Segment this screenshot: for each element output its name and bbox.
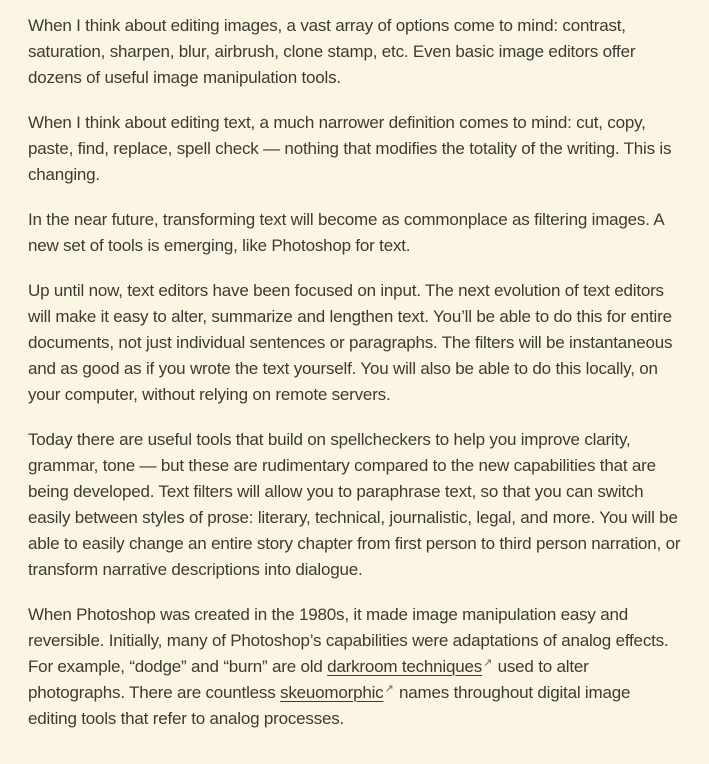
- inline-link-darkroom-techniques[interactable]: darkroom techniques: [327, 657, 483, 676]
- paragraph: [28, 207, 683, 259]
- text-run: When I think about editing images, a vast array of options come to mind: contrast, saturation, sharpen, blur, airbrush, clone stamp, etc. Even basic image editors offer dozens of useful image manipulation tools.: [28, 16, 636, 87]
- paragraph: [28, 278, 683, 408]
- text-run: In the near future, transforming text will become as commonplace as filtering images. A new set of tools is emerging, like Photoshop for text.: [28, 210, 664, 255]
- external-link-arrow-icon: ↗: [483, 657, 493, 669]
- paragraph: [28, 110, 683, 188]
- text-run: When I think about editing text, a much narrower definition comes to mind: cut, copy, paste, find, replace, spell check — nothing that modifies the totality of the writing. This is changing.: [28, 113, 672, 184]
- paragraph: [28, 427, 683, 583]
- inline-link-skeuomorphic[interactable]: skeuomorphic: [280, 683, 384, 702]
- external-link-arrow-icon: ↗: [384, 683, 394, 695]
- paragraph: [28, 602, 683, 732]
- text-run: names throughout digital image editing tools that refer to analog processes.: [28, 683, 631, 728]
- text-run: Up until now, text editors have been focused on input. The next evolution of text editors will make it easy to alter, summarize and lengthen text. You’ll be able to do this for entire documents, not just individual sentences or paragraphs. The filters will be instantaneous and as good as if you wrote the text yourself. You will also be able to do this locally, on your computer, without relying on remote servers.: [28, 281, 673, 404]
- text-run: When Photoshop was created in the 1980s, it made image manipulation easy and reversible. Initially, many of Photoshop’s capabilities were adaptations of analog effects. For example, “dodge” and “burn” are old: [28, 605, 669, 676]
- text-run: Today there are useful tools that build on spellcheckers to help you improve clarity, grammar, tone — but these are rudimentary compared to the new capabilities that are being developed. Text filters will allow you to paraphrase text, so that you can switch easily between styles of prose: literary, technical, journalistic, legal, and more. You will be able to easily change an entire story chapter from first person to third person narration, or transform narrative descriptions into dialogue.: [28, 430, 681, 579]
- paragraph: [28, 13, 683, 91]
- text-run: used to alter photographs. There are countless: [28, 657, 589, 702]
